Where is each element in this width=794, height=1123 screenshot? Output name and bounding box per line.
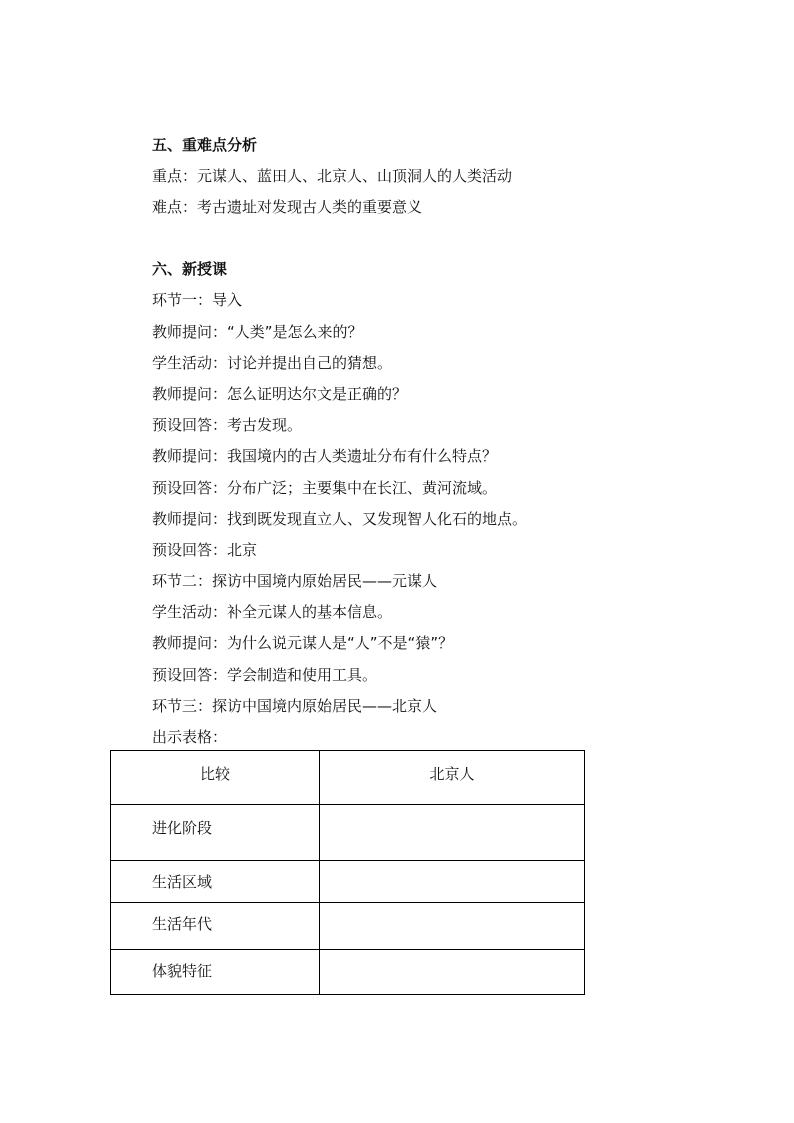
table-header-compare: 比较 bbox=[111, 751, 320, 805]
table-row-value bbox=[320, 903, 585, 950]
lesson-line: 教师提问：为什么说元谋人是“人”不是“猿”？ bbox=[152, 634, 454, 653]
lesson-line: 学生活动：讨论并提出自己的猜想。 bbox=[152, 353, 393, 372]
lesson-line: 环节二：探访中国境内原始居民——元谋人 bbox=[152, 572, 438, 591]
table-row bbox=[111, 861, 585, 903]
lesson-line: 教师提问：找到既发现直立人、又发现智人化石的地点。 bbox=[152, 509, 528, 528]
lesson-line: 预设回答：考古发现。 bbox=[152, 416, 303, 435]
table-header-row bbox=[111, 751, 585, 805]
table-row-label: 生活年代 bbox=[111, 903, 320, 950]
lesson-line: 预设回答：分布广泛；主要集中在长江、黄河流域。 bbox=[152, 478, 498, 497]
section-gap bbox=[152, 223, 712, 254]
table-row bbox=[111, 903, 585, 950]
lesson-line: 出示表格： bbox=[152, 728, 228, 746]
lesson-line: 学生活动：补全元谋人的基本信息。 bbox=[152, 603, 393, 622]
document-body bbox=[152, 130, 712, 753]
table-row bbox=[111, 805, 585, 861]
table-header-peking-man: 北京人 bbox=[320, 751, 585, 805]
lesson-line: 教师提问：“人类”是怎么来的？ bbox=[152, 322, 363, 341]
lesson-line: 环节一：导入 bbox=[152, 291, 243, 310]
table-row-value bbox=[320, 950, 585, 995]
table-row-label: 体貌特征 bbox=[111, 950, 320, 995]
lesson-line: 预设回答：学会制造和使用工具。 bbox=[152, 665, 378, 684]
table-row-label: 生活区域 bbox=[111, 861, 320, 903]
table-row-value bbox=[320, 805, 585, 861]
lesson-line: 教师提问：我国境内的古人类遗址分布有什么特点？ bbox=[152, 447, 498, 466]
section-5-title: 五、重难点分析 bbox=[152, 136, 258, 154]
table-row bbox=[111, 950, 585, 995]
table-row-label: 进化阶段 bbox=[111, 805, 320, 861]
difficult-point-line: 难点：考古遗址对发现古人类的重要意义 bbox=[152, 198, 423, 217]
lesson-line: 教师提问：怎么证明达尔文是正确的？ bbox=[152, 384, 408, 403]
table-row-value bbox=[320, 861, 585, 903]
lesson-line: 预设回答：北京 bbox=[152, 540, 258, 559]
section-6-title: 六、新授课 bbox=[152, 260, 228, 279]
comparison-table bbox=[110, 750, 585, 995]
lesson-line: 环节三：探访中国境内原始居民——北京人 bbox=[152, 696, 438, 715]
comparison-table-wrapper bbox=[110, 750, 585, 995]
key-point-line: 重点：元谋人、蓝田人、北京人、山顶洞人的人类活动 bbox=[152, 167, 513, 185]
